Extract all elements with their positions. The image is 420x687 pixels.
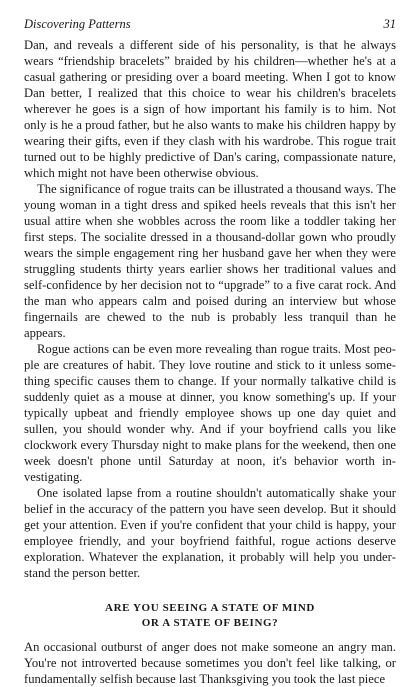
section-heading-line-2: OR A STATE OF BEING? xyxy=(141,617,279,629)
section-heading xyxy=(24,601,396,631)
page-number: 31 xyxy=(383,17,396,31)
running-head-title: Discovering Patterns xyxy=(24,17,131,31)
paragraph-continued: Dan, and reveals a different side of his personality, is that he always wears “friendship bracelets” braided by his children—whether he's at a casual gathering or presiding over a board meeting. When I got to know Dan better, I realized that this choice to wear his children's bracelets wherever he goes is a sign of how important his family is to him. Not only is he a proud father, but he also wants to make his children happy by wearing their gifts, even if they clash with his wardrobe. This rogue trait turned out to be highly predictive of Dan's caring, compassionate nature, which might not have been otherwise obvious. xyxy=(24,38,396,180)
section-heading-line-1: ARE YOU SEEING A STATE OF MIND xyxy=(105,602,315,614)
paragraph: The significance of rogue traits can be illustrated a thousand ways. The young woman in a tight dress and spiked heels reveals that this isn't her usual attire when she wobbles across the room like a toddler taking her first steps. The socialite dressed in a thousand-dollar gown who proudly wears the simple engagement ring her husband gave her when they were struggling students thirty years earlier shows her traditional values and self-confidence by her decision not to “upgrade” to a five carat rock. And the man who appears calm and poised during an interview but whose fingernails are chewed to the nub is probably less tranquil than he appears. xyxy=(24,182,396,340)
paragraph: An occasional outburst of anger does not make someone an angry man. You're not introverted because sometimes you don't feel like talking, or fundamentally selfish because last Thanksgiving you took the last piece xyxy=(24,640,396,686)
body-text xyxy=(24,37,396,581)
running-head xyxy=(24,17,396,37)
section-body xyxy=(24,639,396,687)
paragraph: Rogue actions can be even more revealing than rogue traits. Most people are creatures of habit. They love routine and stick to it unless something specific causes them to change. If your normally talkative child is suddenly quiet as a mouse at dinner, you know something's up. If your typically upbeat and friendly employee shows up one day quiet and sullen, you should wonder why. And if your boyfriend calls you like clockwork every Thursday night to make plans for the weekend, then one week doesn't phone until Saturday at noon, it's behavior worth investigating. xyxy=(24,342,396,484)
paragraph: One isolated lapse from a routine shouldn't automatically shake your belief in the accuracy of the pattern you have seen develop. But it should get your attention. Even if you're confident that your child is happy, your employee friendly, and your boyfriend faithful, rogue actions deserve exploration. Whatever the explanation, it probably will help you understand the person better. xyxy=(24,486,396,580)
